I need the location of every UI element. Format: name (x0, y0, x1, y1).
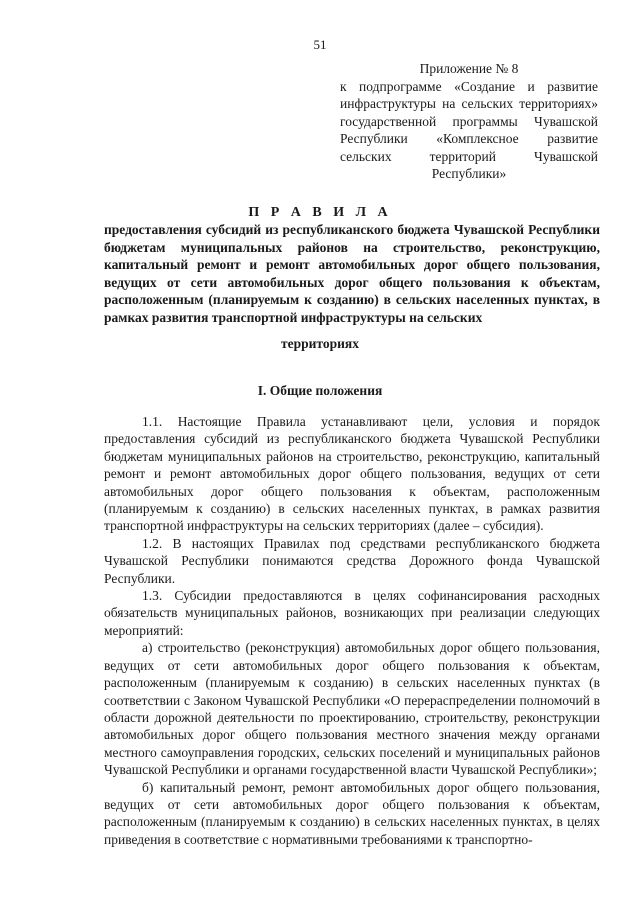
page-number: 51 (313, 37, 327, 52)
paragraph: 1.2. В настоящих Правилах под средствами республиканского бюджета Чувашской Республики понимаются средства Дорожного фонда Чувашской Республики. (104, 535, 600, 586)
paragraph: 1.1. Настоящие Правила устанавливают цели, условия и порядок предоставления субсидий из республиканского бюджета Чувашской Республики бюджетам муниципальных районов на строительство, реконструкцию, капитальный ремонт и ремонт автомобильных дорог общего пользования, ведущих от сети автомобильных дорог общего пользования к объектам, расположенным (планируемым к созданию) в сельских населенных пунктах, в рамках развития транспортной инфраструктуры на сельских территориях (далее – субсидия). (104, 414, 600, 534)
rules-subtitle-last-line: территориях (281, 336, 359, 351)
appendix-title: Приложение № 8 (419, 61, 519, 76)
paragraph: б) капитальный ремонт, ремонт автомобильных дорог общего пользования, ведущих от сети автомобильных дорог общего пользования к объектам, расположенным (планируемым к созданию) в сельских населенных пунктах, в целях приведения в соответствие с нормативными требованиями к транспортно- (104, 779, 600, 847)
section-body (104, 413, 600, 848)
section-heading: I. Общие положения (257, 383, 383, 398)
appendix-block (340, 60, 598, 183)
rules-title: П Р А В И Л А (248, 205, 392, 220)
paragraph: а) строительство (реконструкция) автомобильных дорог общего пользования, ведущих от сети автомобильных дорог общего пользования к объектам, расположенным (планируемым к созданию) в сельских населенных пунктах (в соответствии с Законом Чувашской Республики «О перераспределении полномочий в области дорожной деятельности по проектированию, строительству, реконструкции автомобильных дорог общего пользования местного значения между органами местного самоуправления городских, сельских поселений и муниципальных районов Чувашской Республики и органами государственной власти Чувашской Республики»; (104, 640, 600, 778)
paragraph: 1.3. Субсидии предоставляются в целях софинансирования расходных обязательств муниципальных районов, возникающих при реализации следующих мероприятий: (104, 588, 600, 638)
appendix-text: к подпрограмме «Создание и развитие инфраструктуры на сельских территориях» государственной программы Чувашской Республики «Комплексное развитие сельских территорий Чувашской Республики» (340, 78, 598, 181)
rules-subtitle: предоставления субсидий из республиканского бюджета Чувашской Республики бюджетам муниципальных районов на строительство, реконструкцию, капитальный ремонт и ремонт автомобильных дорог общего пользования, ведущих от сети автомобильных дорог общего пользования к объектам, расположенным (планируемым к созданию) в сельских населенных пунктах, в рамках развития транспортной инфраструктуры на сельских (104, 222, 600, 325)
